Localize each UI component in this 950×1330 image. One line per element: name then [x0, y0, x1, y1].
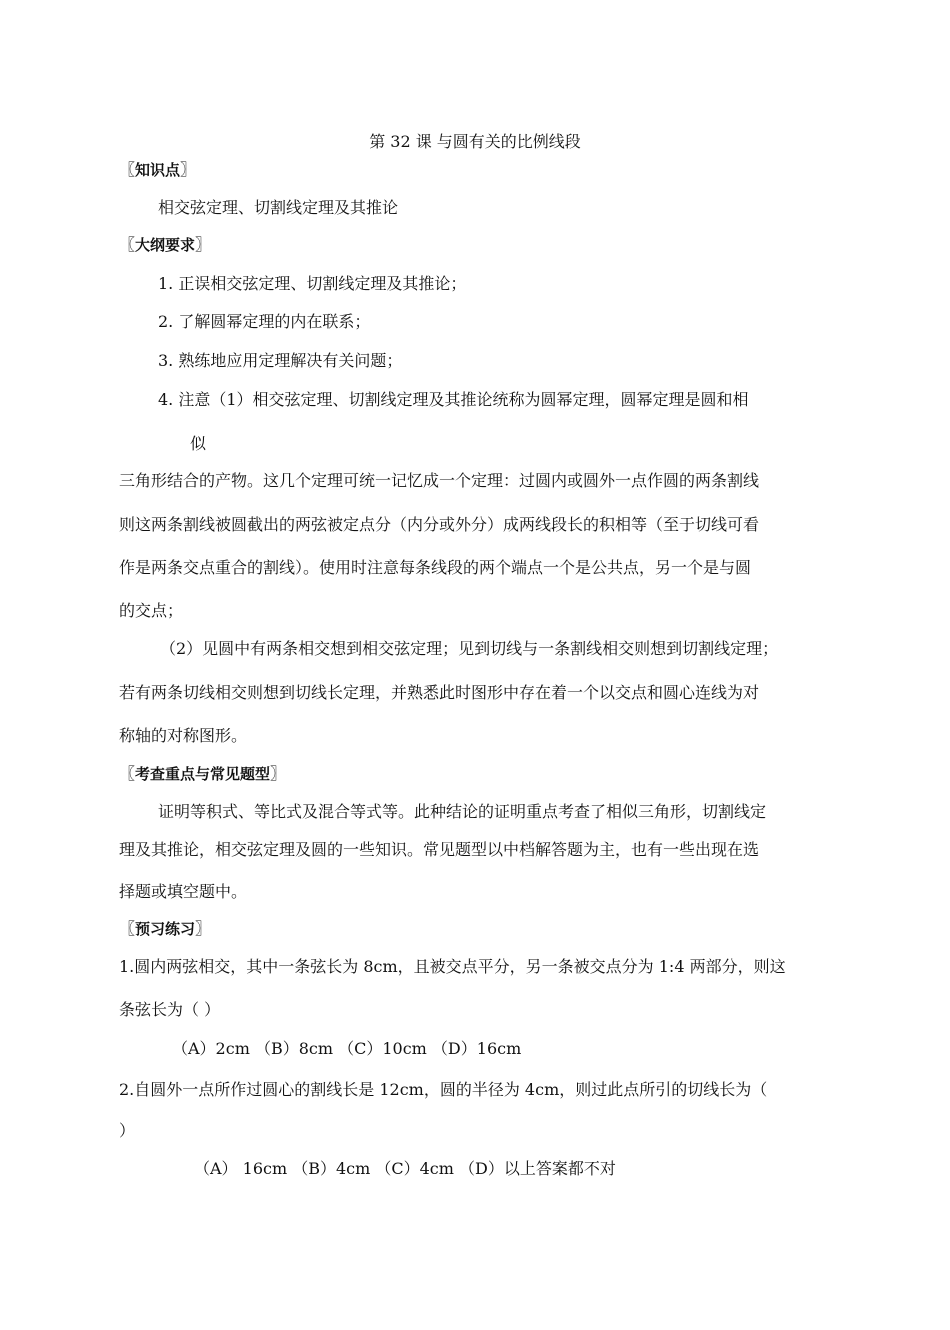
paragraph-line: 若有两条切线相交则想到切线长定理，并熟悉此时图形中存在着一个以交点和圆心连线为对: [119, 683, 760, 702]
question-1-line: 条弦长为（ ）: [119, 1000, 221, 1019]
question-1-line: 1.圆内两弦相交，其中一条弦长为 8cm，且被交点平分，另一条被交点分为 1:4 两部分，则这: [119, 957, 786, 976]
knowledge-content: 相交弦定理、切割线定理及其推论: [158, 198, 399, 217]
question-2-line: 2.自圆外一点所作过圆心的割线长是 12cm，圆的半径为 4cm，则过此点所引的切线长为（: [119, 1080, 768, 1099]
requirement-item: 3. 熟练地应用定理解决有关问题；: [158, 351, 403, 370]
section-heading-practice: 〖预习练习〗: [119, 919, 212, 938]
section-heading-knowledge: 〖知识点〗: [119, 160, 197, 179]
requirement-item: 4. 注意（1）相交弦定理、切割线定理及其推论统称为圆幂定理，圆幂定理是圆和相: [158, 390, 749, 409]
question-2-line: ）: [119, 1121, 136, 1140]
paragraph-line: 称轴的对称图形。: [119, 726, 248, 745]
page-title: 第 32 课 与圆有关的比例线段: [369, 132, 581, 151]
section-heading-exam-focus: 〖考查重点与常见题型〗: [119, 764, 287, 783]
paragraph-line: 三角形结合的产物。这几个定理可统一记忆成一个定理：过圆内或圆外一点作圆的两条割线: [119, 471, 760, 490]
question-1-options: （A）2cm （B）8cm （C）10cm （D）16cm: [172, 1039, 522, 1058]
paragraph-line: 理及其推论，相交弦定理及圆的一些知识。常见题型以中档解答题为主，也有一些出现在选: [119, 840, 760, 859]
section-heading-requirements: 〖大纲要求〗: [119, 235, 212, 254]
paragraph-line: （2）见圆中有两条相交想到相交弦定理；见到切线与一条割线相交则想到切割线定理；: [160, 639, 779, 658]
paragraph-line: 则这两条割线被圆截出的两弦被定点分（内分或外分）成两线段长的积相等（至于切线可看: [119, 515, 760, 534]
paragraph-line: 择题或填空题中。: [119, 882, 248, 901]
question-2-options: （A） 16cm （B）4cm （C）4cm （D）以上答案都不对: [194, 1159, 616, 1178]
paragraph-line: 作是两条交点重合的割线）。使用时注意每条线段的两个端点一个是公共点，另一个是与圆: [119, 558, 752, 577]
requirement-item: 2. 了解圆幂定理的内在联系；: [158, 312, 371, 331]
paragraph-line: 的交点；: [119, 601, 184, 620]
requirement-item: 1. 正误相交弦定理、切割线定理及其推论；: [158, 274, 467, 293]
requirement-item-wrap: 似: [190, 434, 207, 453]
paragraph-line: 证明等积式、等比式及混合等式等。此种结论的证明重点考查了相似三角形，切割线定: [158, 802, 767, 821]
